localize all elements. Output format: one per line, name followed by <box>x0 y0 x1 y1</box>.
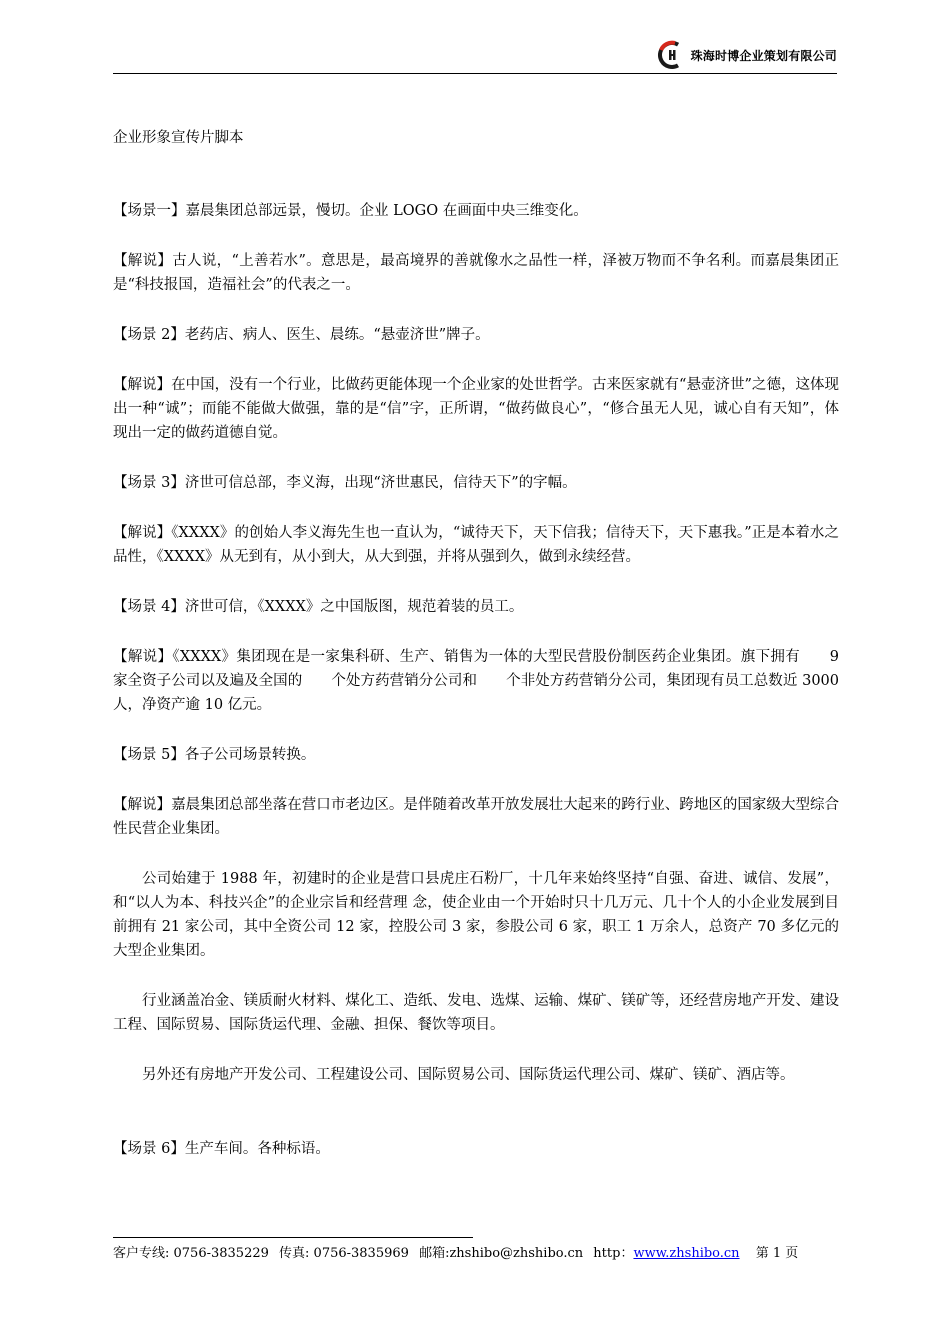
paragraph-subsidiaries <box>113 1063 839 1087</box>
paragraph-narration-3 <box>113 521 839 569</box>
paragraph-narration-2 <box>113 373 839 445</box>
paragraph-text: 《XXXX》的创始人李义海先生也一直认为，“诚待天下，天下信我；信待天下，天下惠我。”正是本着水之品性，《XXXX》从无到有，从小到大，从大到强，并将从强到久，做到永续经营。 <box>113 525 839 565</box>
paragraph-label: 【场景一】 <box>113 203 186 219</box>
paragraph-label: 【场景 6】 <box>113 1141 185 1157</box>
paragraph-label: 【解说】 <box>113 797 172 813</box>
paragraph-company-history <box>113 867 839 963</box>
footer-divider <box>113 1237 473 1238</box>
footer-http-label: http： <box>593 1246 634 1261</box>
footer-fax: 传真: 0756-3835969 <box>279 1246 409 1261</box>
paragraph-text: 各子公司场景转换。 <box>184 747 316 763</box>
page-header <box>113 38 837 74</box>
paragraph-text: 嘉晨集团总部坐落在营口市老边区。是伴随着改革开放发展壮大起来的跨行业、跨地区的国家级大型综合性民营企业集团。 <box>113 797 840 837</box>
footer-page-number: 第 1 页 <box>755 1246 799 1261</box>
paragraph-scene-5 <box>113 743 839 767</box>
paragraph-text: 古人说，“上善若水”。意思是，最高境界的善就像水之品性一样，泽被万物而不争名利。而嘉晨集团正是“科技报国，造福社会”的代表之一。 <box>113 253 840 293</box>
paragraph-narration-1 <box>113 249 839 297</box>
paragraph-label: 【解说】 <box>113 525 172 541</box>
paragraph-scene-2 <box>113 323 839 347</box>
paragraph-label: 【解说】 <box>113 377 172 393</box>
footer-email: 邮箱:zhshibo@zhshibo.cn <box>419 1246 584 1261</box>
footer-hotline: 客户专线: 0756-3835229 <box>113 1246 269 1261</box>
company-logo-icon <box>657 40 687 70</box>
paragraph-text: 行业涵盖冶金、镁质耐火材料、煤化工、造纸、发电、选煤、运输、煤矿、镁矿等，还经营房地产开发、建设工程、国际贸易、国际货运代理、金融、担保、餐饮等项目。 <box>113 993 839 1033</box>
paragraph-industries <box>113 989 839 1037</box>
paragraph-text: 《XXXX》集团现在是一家集科研、生产、销售为一体的大型民营股份制医药企业集团。旗下拥有 9 家全资子公司以及遍及全国的 个处方药营销分公司和 个非处方药营销分公司，集团现有员工总数近 3000 人，净资产逾 10 亿元。 <box>113 649 840 713</box>
paragraph-text: 生产车间。各种标语。 <box>184 1141 330 1157</box>
paragraph-narration-4 <box>113 645 839 717</box>
paragraph-text: 在中国，没有一个行业，比做药更能体现一个企业家的处世哲学。古来医家就有“悬壶济世”之德，这体现出一种“诚”；而能不能做大做强，靠的是“信”字，正所谓，“做药做良心”，“修合虽无人见，诚心自有天知”，体现出一定的做药道德自觉。 <box>113 377 840 441</box>
paragraph-label: 【解说】 <box>113 253 173 269</box>
header-divider <box>113 73 837 74</box>
paragraph-text: 另外还有房地产开发公司、工程建设公司、国际贸易公司、国际货运代理公司、煤矿、镁矿、酒店等。 <box>142 1067 795 1083</box>
paragraph-scene-3 <box>113 471 839 495</box>
paragraph-label: 【场景 4】 <box>113 599 185 615</box>
document-body <box>113 199 839 1187</box>
paragraph-scene-1 <box>113 199 839 223</box>
paragraph-label: 【解说】 <box>113 649 173 665</box>
paragraph-label: 【场景 3】 <box>113 475 185 491</box>
paragraph-narration-5 <box>113 793 839 841</box>
page-footer <box>113 1245 804 1263</box>
company-name: 珠海时博企业策划有限公司 <box>690 48 837 63</box>
document-title: 企业形象宣传片脚本 <box>113 130 244 146</box>
paragraph-label: 【场景 5】 <box>113 747 185 763</box>
paragraph-text: 济世可信总部，李义海，出现“济世惠民，信待天下”的字幅。 <box>184 475 577 491</box>
paragraph-text: 济世可信，《XXXX》之中国版图，规范着装的员工。 <box>184 599 524 615</box>
paragraph-scene-4 <box>113 595 839 619</box>
company-logo <box>657 38 837 72</box>
paragraph-text: 老药店、病人、医生、晨练。“悬壶济世”牌子。 <box>184 327 490 343</box>
paragraph-scene-6 <box>113 1137 839 1161</box>
paragraph-text: 公司始建于 1988 年，初建时的企业是营口县虎庄石粉厂，十几年来始终坚持“自强、奋进、诚信、发展”，和“以人为本、科技兴企”的企业宗旨和经营理 念，使企业由一个开始时只十几万元、几十个人的小企业发展到目前拥有 21 家公司，其中全资公司 12 家，控股公司 3 家，参股公司 6 家，职工 1 万余人，总资产 70 多亿元的大型企业集团。 <box>113 871 839 959</box>
paragraph-text: 嘉晨集团总部远景，慢切。企业 LOGO 在画面中央三维变化。 <box>185 203 588 219</box>
paragraph-label: 【场景 2】 <box>113 327 185 343</box>
footer-website-link[interactable]: www.zhshibo.cn <box>633 1246 740 1261</box>
